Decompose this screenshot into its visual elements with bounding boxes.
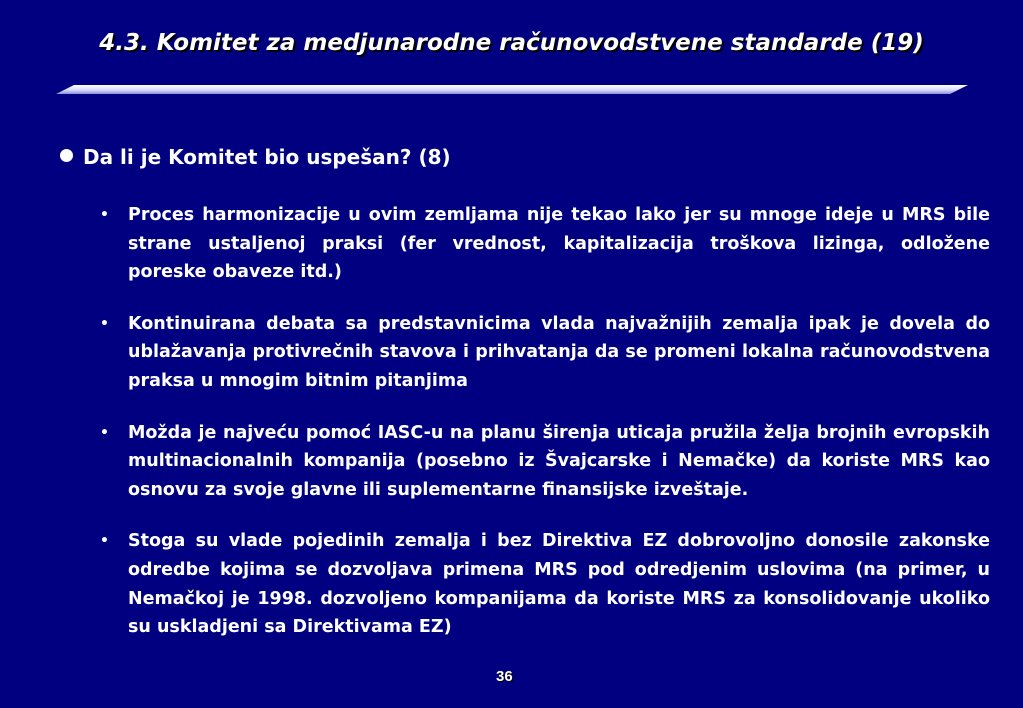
list-item: [96, 201, 990, 287]
slide-title: 4.3. Komitet za medjunarodne računovodstvene standarde (19): [99, 30, 924, 56]
bullet-icon: •: [100, 424, 109, 441]
title-divider: [56, 85, 968, 94]
bullet-dot-icon: [60, 149, 73, 162]
page-number: 36: [496, 668, 513, 685]
bullet-icon: •: [100, 315, 109, 332]
sub-bullet-list: [96, 201, 990, 665]
list-item-text: Možda je najveću pomoć IASC-u na planu širenja uticaja pružila želja brojnih evropskih multinacionalnih kompanija (posebno iz Švajcarske i Nemačke) da koriste MRS kao osnovu za svoje glavne ili suplementarne finansijske izveštaje.: [128, 422, 990, 500]
list-item-text: Stoga su vlade pojedinih zemalja i bez Direktiva EZ dobrovoljno donosile zakonske odredbe kojima se dozvoljava primena MRS pod odredjenim uslovima (na primer, u Nemačkoj je 1998. dozvoljeno kompanijama da koriste MRS za konsolidovanje ukoliko su uskladjeni sa Direktivama EZ): [128, 531, 990, 638]
main-bullet: [60, 145, 451, 169]
list-item: [96, 310, 990, 396]
list-item: [96, 527, 990, 641]
bullet-icon: •: [100, 533, 109, 550]
list-item: [96, 419, 990, 505]
list-item-text: Proces harmonizacije u ovim zemljama nije tekao lako jer su mnoge ideje u MRS bile strane ustaljenoj praksi (fer vrednost, kapitalizacija troškova lizinga, odložene poreske obaveze itd.): [128, 205, 990, 283]
bullet-icon: •: [100, 207, 109, 223]
list-item-text: Kontinuirana debata sa predstavnicima vlada najvažnijih zemalja ipak je dovela do ublažavanja protivrečnih stavova i prihvatanja da se promeni lokalna računovodstvena praksa u mnogim bitnim pitanjima: [128, 313, 990, 391]
main-bullet-text: Da li je Komitet bio uspešan? (8): [83, 145, 451, 169]
